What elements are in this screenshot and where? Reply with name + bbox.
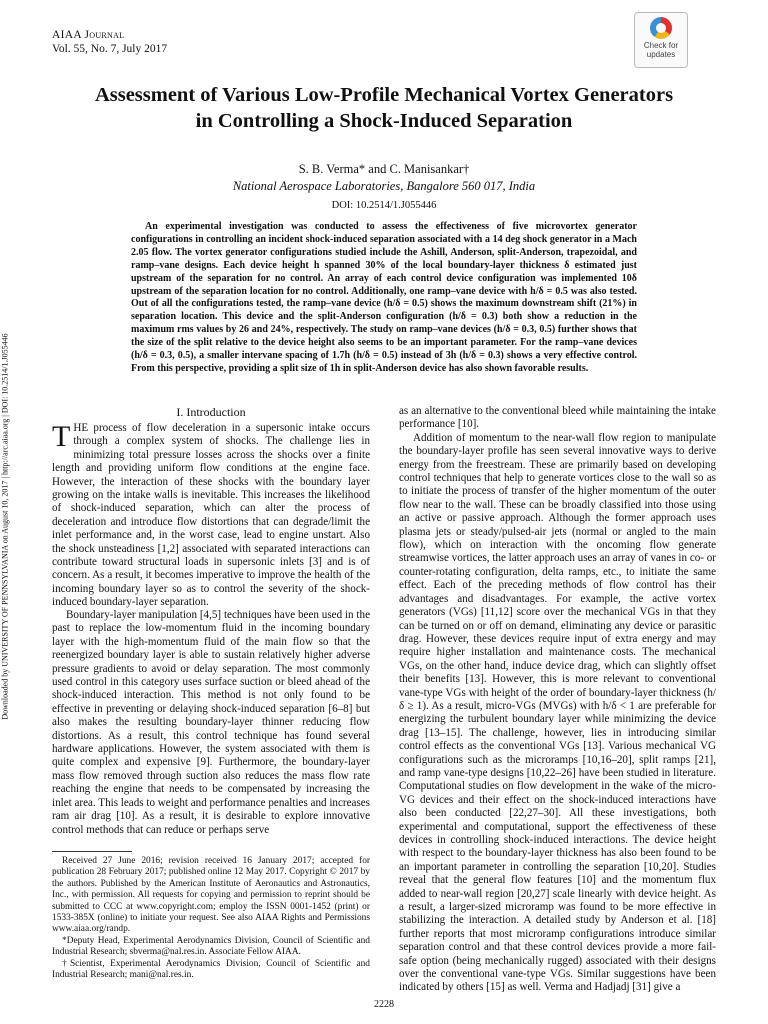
footnote-author1: *Deputy Head, Experimental Aerodynamics Division, Council of Scientific and Industrial Research; sbverma@nal.res.in. Associate Fellow AIAA.	[52, 935, 370, 958]
intro-paragraph-2: Boundary-layer manipulation [4,5] techniques have been used in the past to replace the low-momentum fluid in the incoming boundary layer with the high-momentum fluid of the main flow so that the reenergized boundary layer is able to sustain relatively higher adverse pressure gradients to avoid or delay separation. The most commonly used control in this category uses surface suction or bleed ahead of the shock-induced interaction. This method is not only found to be effective in preventing or delaying shock-induced separation [6–8] but also makes the resulting boundary-layer thinner reducing flow distortions. As a result, this control technique has found several hardware applications. However, the system associated with them is quite complex and expensive [9]. Furthermore, the boundary-layer mass flow removed through suction also reduces the mass flow rate reaching the engine that needs to be compensated by increasing the inlet area. This leads to weight and performance penalties and increases ram air drag [10]. As a result, it is desirable to explore innovative control methods that can reduce or perhaps serve	[52, 609, 370, 836]
authors: S. B. Verma* and C. Manisankar†	[298, 162, 470, 176]
intro-paragraph-1-text: HE process of flow deceleration in a supersonic intake occurs through a complex system of shocks. The challenge lies in minimizing total pressure losses across the shocks over a finite length and providing uniform flow conditions at the engine face. However, the interaction of these shocks with the boundary layer growing on the intake walls is inevitable. This increases the likelihood of shock-induced separation, which can alter the process of deceleration and introduce flow distortions that can degrade/limit the inlet performance and, in the worst case, lead to engine unstart. Also the shock unsteadiness [1,2] associated with separated interactions can contribute toward structural loads in supersonic inlets [3] and is of concern. As a result, it becomes imperative to improve the health of the incoming boundary layer so as to control the severity of the shock-induced boundary-layer separation.	[52, 422, 370, 609]
page-number: 2228	[374, 999, 394, 1010]
right-paragraph-1: as an alternative to the conventional bleed while maintaining the intake performance [10].	[399, 405, 716, 431]
footnotes	[52, 856, 370, 981]
badge-line1: Check for	[643, 41, 679, 50]
drop-cap: T	[52, 420, 71, 453]
intro-paragraph-1	[52, 422, 370, 610]
crossmark-icon	[650, 17, 672, 39]
title-line2: in Controlling a Shock-Induced Separation	[195, 110, 573, 132]
title-line1: Assessment of Various Low-Profile Mechanical Vortex Generators	[94, 84, 674, 106]
doi-link[interactable]: DOI: 10.2514/1.J055446	[331, 200, 437, 211]
footnote-received: Received 27 June 2016; revision received 16 January 2017; accepted for publication 28 February 2017; published online 12 May 2017. Copyright © 2017 by the authors. Published by the American Institute of Aeronautics and Astronautics, Inc., with permission. All requests for copying and permission to reprint should be submitted to CCC at www.copyright.com; employ the ISSN 0001-1452 (print) or 1533-385X (online) to initiate your request. See also AIAA Rights and Permissions www.aiaa.org/randp.	[52, 856, 370, 935]
footnote-rule	[52, 851, 132, 852]
section-heading-introduction: I. Introduction	[176, 405, 246, 419]
journal-name: AIAA Journal	[52, 29, 125, 41]
badge-line2: updates	[646, 50, 676, 59]
affiliation: National Aerospace Laboratories, Bangalore 560 017, India	[232, 179, 536, 193]
volume-line: Vol. 55, No. 7, July 2017	[52, 43, 168, 55]
footnote-author2: †Scientist, Experimental Aerodynamics Division, Council of Scientific and Industrial Research; mani@nal.res.in.	[52, 958, 370, 981]
right-paragraph-2: Addition of momentum to the near-wall flow region to manipulate the boundary-layer profile has seen several innovative ways to derive energy from the freestream. These are primarily based on developing control techniques that help to generate vortices close to the wall so as to initiate the process of transfer of the higher momentum of the outer flow near to the wall. These can be broadly classified into those using an active or passive approach. Although the former approach uses plasma jets or steady/pulsed-air jets (normal or angled to the main flow), which on interaction with the oncoming flow generate streamwise vortices, the latter approach uses an array of vanes in co- or counter-rotating configuration, delta ramps, etc., to initiate the same effect. Each of the preceding methods of flow control has their advantages and disadvantages. For example, the active vortex generators (VGs) [11,12] score over the mechanical VGs in that they can be turned on or off on demand, eliminating any device or parasitic drag. However, these devices require input of extra energy and may require higher installation and maintenance costs. The mechanical VGs, on the other hand, induce device drag, which can slightly offset their benefits [13]. However, this is more relevant to conventional vane-type VGs with height of the order of boundary-layer thickness (h/δ ≥ 1). As a result, micro-VGs (MVGs) with h/δ < 1 are preferable for energizing the turbulent boundary layer while minimizing the device drag [13–15]. The challenge, however, lies in introducing similar control effects as the conventional VGs [13]. Various mechanical VG configurations such as the microramps [10,16–20], split ramps [21], and ramp vane-type designs [10,22–26] have been studied in literature. Computational studies on flow development in the wake of the micro-VG devices and their effect on the shock-induced interactions have also been conducted [22,27–30]. All these investigations, both experimental and computational, support the effectiveness of these devices in controlling shock-induced interactions. The device height with respect to the boundary-layer thickness has also been found to be an important parameter in controlling the separation [10,20]. Studies reveal that the general flow features [10] and the momentum flux added to near-wall region [20,27] scale linearly with device height. As a result, a larger-sized microramp was found to be more effective in stabilizing the interaction. A detailed study by Anderson et al. [18] further reports that most microramp configurations introduce similar separation control and that these control devices provide a more fail-safe option (being mechanically rugged) associated with their designs over the conventional vane-type VGs. Similar suggestions have been indicated by others [15] as well. Verma and Hadjadj [31] give a	[399, 431, 716, 994]
download-info-text: Downloaded by UNIVERSITY OF PENNSYLVANIA on August 10, 2017 | http://arc.aiaa.org | DOI: 10.2514/1.J055446	[0, 333, 10, 720]
check-for-updates-badge[interactable]	[634, 12, 688, 68]
right-column	[399, 405, 716, 995]
journal-header	[52, 28, 167, 56]
download-sidebar	[0, 0, 12, 1024]
paper-title	[30, 82, 738, 134]
abstract: An experimental investigation was conducted to assess the effectiveness of five microvortex generator configurations in controlling an incident shock-induced separation associated with a 14 deg shock generator in a Mach 2.05 flow. The vortex generator configurations studied include the Ashill, Anderson, split-Anderson, trapezoidal, and ramp–vane designs. Each device height h spanned 30% of the local boundary-layer thickness δ estimated just upstream of the separation for no control. An array of each control device configuration was implemented 10δ upstream of the separation location for no control. Additionally, one ramp–vane device with h/δ = 0.5 was also tested. Out of all the configurations tested, the ramp–vane device (h/δ = 0.5) shows the maximum downstream shift (21%) in separation location. This device and the split-Anderson configuration (h/δ = 0.3) both show a reduction in the maximum rms values by 26 and 24%, respectively. The study on ramp–vane devices (h/δ = 0.3, 0.5) further shows that the size of the split relative to the device height also seems to be an important parameter. For the ramp–vane devices (h/δ = 0.3, 0.5), a smaller intervane spacing of 1.7h (h/δ = 0.5) instead of 3h (h/δ = 0.3) shows a very effective control. From this perspective, providing a split size of 1h in split-Anderson device has also shown favorable results.	[131, 221, 637, 374]
